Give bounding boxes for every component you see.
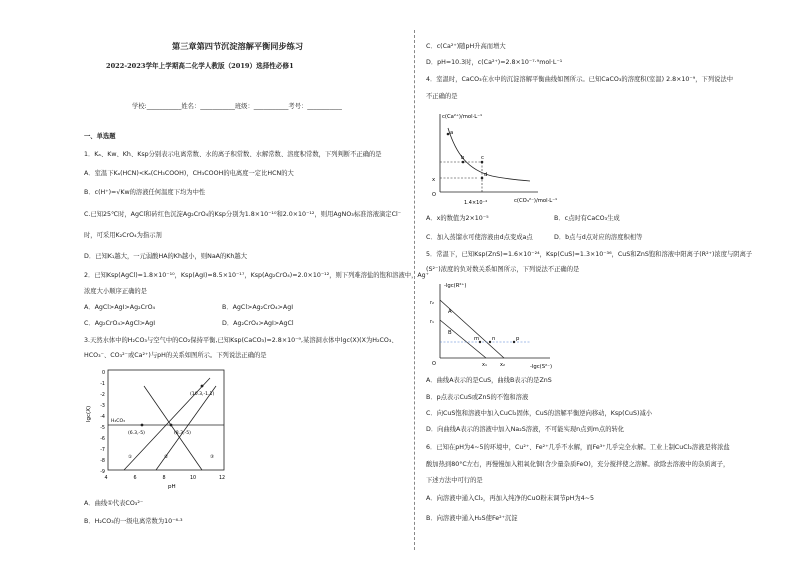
q1-stem: 1．Kₐ、Kw、Kh、Ksp分别表示电离常数、水的离子积常数、水解常数、溶度积常数，下列判断不正确的是	[84, 151, 382, 158]
q5-label-a: A	[448, 309, 452, 315]
q5-xlabel: -lgc(S²⁻)	[530, 364, 553, 370]
q4-option-b: B．c点时有CaCO₃生成	[554, 215, 620, 222]
q4-stem-line2: 不正确的是	[426, 93, 458, 100]
q3-ytick-4: -4	[100, 415, 105, 420]
q3-label-h2co3: H₂CO₃	[111, 419, 125, 424]
q6-stem-line2: 酸加热到80°C左右，再慢慢加入粗氧化铜(含少量杂质FeO)，充分搅拌使之溶解。欲除去溶液中的杂质离子，	[426, 461, 730, 468]
q3-xtick-8: 8	[162, 476, 166, 481]
q3-curve-label-3: ③	[210, 455, 215, 460]
q5-label-n: n	[492, 336, 496, 342]
q3-curve-3	[144, 386, 202, 470]
q5-chart	[426, 278, 576, 372]
q4-stem-line1: 4．室温时，CaCO₃在水中的沉淀溶解平衡曲线如图所示。已知CaCO₃的溶度积(室温) 2.8×10⁻⁹，下列说法中	[426, 76, 734, 83]
q6-option-a: A．向溶液中通入Cl₂，再加入纯净的CuO粉末调节pH为4~5	[426, 495, 594, 502]
q3-ytick-8: -8	[100, 459, 105, 464]
q5-option-b: B．p点表示CuS或ZnS的不饱和溶液	[426, 394, 529, 401]
q4-origin: O	[432, 192, 436, 198]
q6-stem-line3: 下述方法中可行的是	[426, 477, 483, 484]
q4-label-d: d	[484, 172, 488, 178]
q2-option-d: D．Ag₂CrO₄>AgI>AgCl	[222, 320, 294, 327]
q3-label-6-3: (6.3,-5)	[128, 431, 145, 436]
q4-point-a	[447, 133, 450, 136]
q4-point-b	[462, 161, 465, 164]
section-heading: 一、单选题	[84, 133, 116, 140]
q3-xtick-4: 4	[104, 476, 108, 481]
q3-ytick-5: -5	[100, 426, 105, 431]
q3-point-6-3	[141, 424, 144, 427]
q1-option-c-line2: 时，可采用K₂CrO₄为指示剂	[84, 232, 162, 239]
q3-xtick-6: 6	[133, 476, 137, 481]
q4-option-c: C．加入蒸馏水可使溶液由d点变成a点	[426, 234, 533, 241]
q1-option-d: D．已知K₁越大，一元弱酸HA的Kh越小，则NaA的Kh越大	[84, 253, 248, 260]
q2-stem-line2: 浓度大小顺序正确的是	[84, 288, 147, 295]
q5-stem-line1: 5．常温下，已知Ksp(ZnS)=1.6×10⁻²⁴，Ksp(CuS)=1.3×10⁻³⁶，CuS和ZnS饱和溶液中阳离子(R²⁺)浓度与阴离子	[426, 251, 753, 258]
q5-option-a: A．曲线A表示的是CuS，曲线B表示的是ZnS	[426, 377, 552, 384]
q3-ytick-2: -2	[100, 393, 105, 398]
page-title: 第三章第四节沉淀溶解平衡同步练习	[172, 41, 304, 51]
q3-stem-line2: HCO₃⁻、CO₃²⁻或Ca²⁺)与pH的关系如图所示。下列说法正确的是	[84, 352, 267, 359]
q5-option-d: D．向曲线A表示的溶液中加入Na₂S溶液，不可能实现n点到m点的转化	[426, 426, 625, 433]
q5-tick-x2: x₂	[500, 362, 505, 368]
q4-label-c: c	[481, 155, 484, 161]
q4-x-value: x	[432, 177, 436, 183]
q4-option-d: D．b点与d点对应的溶度积相等	[554, 234, 643, 241]
q1-option-a: A．室温下Kₐ(HCN)<Kₐ(CH₃COOH)，CH₃COOH的电离度一定比HCN的大	[84, 170, 294, 177]
q3-option-b: B．H₂CO₃的一级电离常数为10⁻⁶·³	[84, 518, 183, 525]
q5-ylabel: -lgc(R²⁺)	[444, 283, 467, 289]
q3-xlabel: pH	[168, 484, 176, 490]
q2-stem-line1: 2．已知Ksp(AgCl)=1.8×10⁻¹⁰，Ksp(AgI)=8.5×10⁻¹⁷，Ksp(Ag₂CrO₄)=2.0×10⁻¹²，则下列难溶盐的饱和溶液中，Ag⁺	[84, 272, 429, 279]
q3-ytick-1: -1	[100, 382, 105, 387]
q1-option-c-line1: C.已知25℃时，AgCl和砖红色沉淀Ag₂CrO₄的Ksp分别为1.8×10⁻¹⁰和2.0×10⁻¹²，则用AgNO₃标准溶液滴定Cl⁻	[84, 211, 402, 218]
q2-option-c: C．Ag₂CrO₄>AgCl>AgI	[84, 320, 156, 327]
q3-ytick-0: 0	[101, 371, 105, 376]
q4-ylabel: c(Ca²⁺)/mol·L⁻¹	[442, 114, 483, 120]
q4-option-a: A．x的数值为2×10⁻⁵	[426, 215, 489, 222]
q5-origin: O	[432, 361, 436, 367]
q5-stem-line2: (S²⁻)浓度的负对数关系如图所示，下列说法不正确的是	[426, 266, 580, 273]
q5-option-c: C．向CuS饱和溶液中加入CuCl₂固体，CuS的溶解平衡逆向移动，Ksp(CuS)减小	[426, 410, 653, 417]
q5-point-p	[513, 341, 515, 343]
q3-xtick-12: 12	[218, 476, 226, 481]
q3-label-8-3: (8.3,-5)	[174, 431, 191, 436]
q3-option-d: D．pH=10.3时，c(Ca²⁺)=2.8×10⁻⁷·⁹mol·L⁻¹	[426, 59, 563, 66]
q3-option-a: A．曲线①代表CO₃²⁻	[84, 500, 144, 507]
q2-option-a: A．AgCl>AgI>Ag₂CrO₄	[84, 304, 156, 311]
q3-ytick-7: -7	[100, 448, 105, 453]
q4-point-c	[481, 161, 484, 164]
q3-ylabel: lgc(X)	[86, 405, 92, 422]
q3-xtick-10: 10	[189, 476, 197, 481]
q3-point-8-3	[170, 424, 173, 427]
q3-point-10-3	[201, 385, 204, 388]
q6-stem-line1: 6．已知在pH为4~5的环境中，Cu²⁺、Fe²⁺几乎不水解，而Fe³⁺几乎完全水解。工业上制CuCl₂溶液是将浓盐	[426, 444, 730, 451]
q3-ytick-9: -9	[100, 470, 105, 475]
q5-tick-r2: r₂	[430, 300, 435, 306]
q5-label-b: B	[448, 330, 452, 336]
q5-label-p: p	[516, 336, 520, 342]
q3-curve-label-1: ①	[128, 455, 133, 460]
q4-label-a: a	[450, 130, 454, 136]
q2-option-b: B．AgCl>Ag₂CrO₄>AgI	[222, 304, 294, 311]
q3-ytick-3: -3	[100, 404, 105, 409]
q3-option-c: C．c(Ca²⁺)随pH升高而增大	[426, 43, 506, 50]
q4-point-d	[481, 177, 484, 180]
q1-option-b: B．c(H⁺)=√Kw的溶液任何温度下均为中性	[84, 189, 206, 196]
q5-point-n	[489, 341, 491, 343]
q3-ytick-6: -6	[100, 437, 105, 442]
page-subtitle: 2022-2023学年上学期高二化学人教版（2019）选择性必修1	[106, 62, 294, 70]
q4-chart	[426, 106, 576, 206]
q4-xtick: 1.4×10⁻⁴	[464, 200, 488, 206]
q3-chart	[84, 366, 234, 490]
column-divider	[414, 30, 415, 550]
q3-curve-label-2: ②	[164, 455, 169, 460]
q4-xlabel: c(CO₃²⁻)/mol·L⁻¹	[514, 198, 558, 204]
q3-stem-line1: 3.天然水体中的H₂CO₃与空气中的CO₂保持平衡,已知Ksp(CaCO₃)=2.8×10⁻⁹,某溶洞水体中lgc(X)(X为H₂CO₃、	[84, 337, 398, 344]
q4-label-b: b	[461, 155, 465, 161]
q5-label-m: m	[474, 336, 480, 342]
student-info-fields: 学校:___________姓名：___________班级：___________考号：___________	[132, 103, 342, 110]
q6-option-b: B．向溶液中通入H₂S使Fe²⁺沉淀	[426, 515, 518, 522]
q5-tick-r1: r₁	[430, 319, 435, 325]
q5-tick-x1: x₁	[482, 362, 487, 368]
q3-label-10-3: (10.3,-1.1)	[190, 392, 215, 397]
